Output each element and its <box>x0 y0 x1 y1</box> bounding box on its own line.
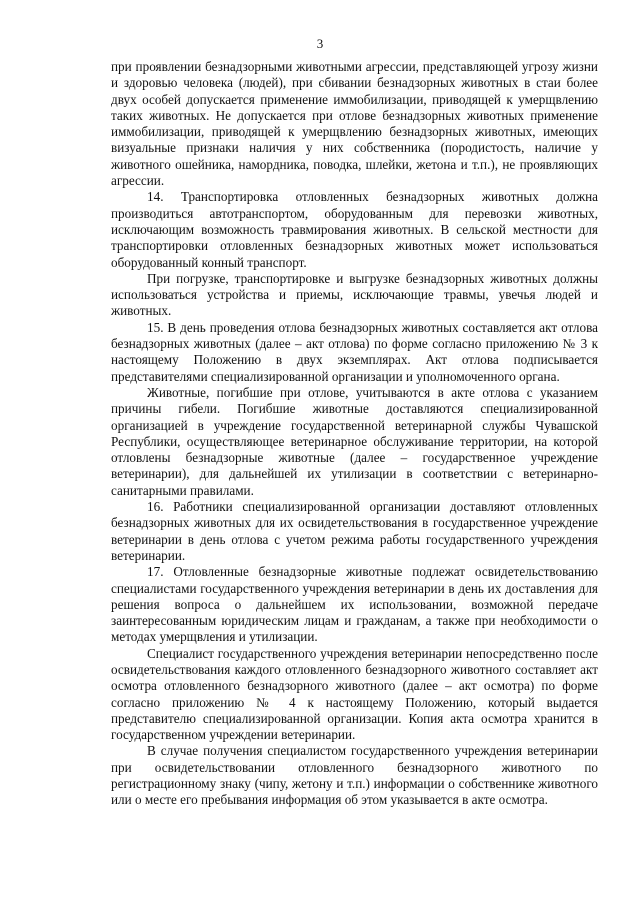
paragraph-loading-unloading: При погрузке, транспортировке и выгрузке безнадзорных животных должны использоваться устройства и приемы, исключающие травмы, увечья людей и животных. <box>111 270 598 319</box>
paragraph-15-capture-act: 15. В день проведения отлова безнадзорных животных составляется акт отлова безнадзорных животных (далее – акт отлова) по форме согласно приложению № 3 к настоящему Положению в двух экземплярах. Акт отлова подписывается представителями специализированной организации и уполномоченного органа. <box>111 319 598 384</box>
paragraph-inspection-act: Специалист государственного учреждения ветеринарии непосредственно после освидетельствования каждого отловленного безнадзорного животного составляет акт осмотра отловленного безнадзорного животного (далее – акт осмотра) по форме согласно приложению № 4 к настоящему Положению, который выдается представителю специализированной организации. Копия акта осмотра хранится в государственном учреждении ветеринарии. <box>111 645 598 743</box>
document-body <box>111 59 598 809</box>
paragraph-17-examination: 17. Отловленные безнадзорные животные подлежат освидетельствованию специалистами государственного учреждения ветеринарии в день их доставления для решения вопроса о дальнейшем их использовании, возможной передаче заинтересованным юридическим лицам и гражданам, а также при необходимости о методах умерщвления и утилизации. <box>111 564 598 645</box>
page-number: 3 <box>316 36 324 51</box>
paragraph-owner-information: В случае получения специалистом государственного учреждения ветеринарии при освидетельствовании отловленного безнадзорного животного по регистрационному знаку (чипу, жетону и т.п.) информации о собственнике животного или о месте его пребывания информация об этом указывается в акте осмотра. <box>111 743 598 808</box>
paragraph-14-transportation: 14. Транспортировка отловленных безнадзорных животных должна производиться автотранспортом, оборудованным для перевозки животных, исключающим возможность травмирования животных. В сельской местности для транспортировки отловленных безнадзорных животных может использоваться оборудованный конный транспорт. <box>111 189 598 270</box>
paragraph-dead-animals: Животные, погибшие при отлове, учитываются в акте отлова с указанием причины гибели. Погибшие животные доставляются специализированной организацией в учреждение государственной ветеринарной службы Чувашской Республики, осуществляющее ветеринарное обслуживание территории, на которой отловлены безнадзорные животные (далее – государственное учреждение ветеринарии), для дальнейшей их утилизации в соответствии с ветеринарно-санитарными правилами. <box>111 384 598 498</box>
paragraph-stray-animal-immobilization: при проявлении безнадзорными животными агрессии, представляющей угрозу жизни и здоровью человека (людей), при сбивании безнадзорных животных в стаи более двух особей допускается применение иммобилизации, приводящей к умерщвлению таких животных. Не допускается при отлове безнадзорных животных применение иммобилизации, приводящей к умерщвлению безнадзорных животных, имеющих визуальные признаки наличия у них собственника (породистость, наличие у животного ошейника, намордника, поводка, шлейки, жетона и т.п.), не проявляющих агрессии. <box>111 59 598 189</box>
paragraph-16-delivery: 16. Работники специализированной организации доставляют отловленных безнадзорных животных для их освидетельствования в государственное учреждение ветеринарии в день отлова с учетом режима работы государственного учреждения ветеринарии. <box>111 499 598 563</box>
